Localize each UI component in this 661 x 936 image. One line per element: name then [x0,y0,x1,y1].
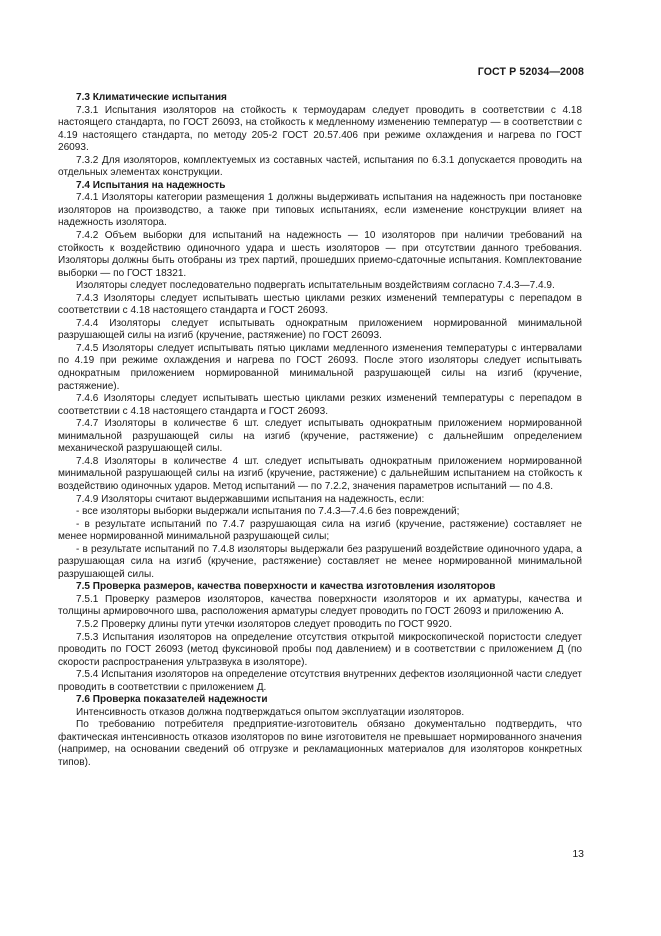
list-item: - в результате испытаний по 7.4.8 изоляторы выдержали без разрушений воздействие одиночного удара, а разрушающая сила на изгиб (кручение, растяжение) составляет не менее нормированной минимальной разрушающей силы. [58,543,582,580]
paragraph: 7.4.8 Изоляторы в количестве 4 шт. следует испытывать однократным приложением нормированной минимальной разрушающей силы на изгиб (кручение, растяжение) с дальнейшим испытанием на стойкость к воздействию одиночных ударов. Метод испытаний — по 7.2.2, значения параметров испытаний — по 4.8. [58,455,582,492]
paragraph: 7.4.1 Изоляторы категории размещения 1 должны выдерживать испытания на надежность при постановке изоляторов на производство, а также при типовых испытаниях, если изменение конструкции влияет на надежность изолятора. [58,192,582,229]
paragraph: 7.4.6 Изоляторы следует испытывать шестью циклами резких изменений температуры с перепадом в соответствии с 4.18 настоящего стандарта и ГОСТ 26093. [58,393,582,417]
paragraph: 7.4.3 Изоляторы следует испытывать шестью циклами резких изменений температуры с перепадом в соответствии с 4.18 настоящего стандарта и ГОСТ 26093. [58,292,582,317]
page-number: 13 [572,848,584,860]
document-body [58,92,582,770]
paragraph: 7.5.3 Испытания изоляторов на определение отсутствия открытой микроскопической пористости следует проводить по ГОСТ 26093 (метод фуксиновой пробы под давлением) и в соответствии с приложением Д (по скорости распространения ультразвука в изоляторе). [58,631,582,668]
list-item: - все изоляторы выборки выдержали испытания по 7.4.3—7.4.6 без повреждений; [76,506,460,518]
section-heading: 7.3 Климатические испытания [76,92,227,103]
paragraph: 7.4.5 Изоляторы следует испытывать пятью циклами медленного изменения температуры с интервалами по 4.19 при режиме охлаждения и нагрева по ГОСТ 26093. После этого изоляторы следует испытывать однократным приложением нормированной минимальной разрушающей силы на изгиб (кручение, растяжение). [58,342,582,392]
paragraph: 7.4.4 Изоляторы следует испытывать однократным приложением нормированной минимальной разрушающей силы на изгиб (кручение, растяжение) по ГОСТ 26093. [58,317,582,342]
paragraph: 7.4.7 Изоляторы в количестве 6 шт. следует испытывать однократным приложением нормированной минимальной разрушающей силы на изгиб (кручение, растяжение) с дальнейшим определением механической разрушающей силы. [58,418,582,455]
paragraph: По требованию потребителя предприятие-изготовитель обязано документально подтвердить, что фактическая интенсивность отказов изоляторов по вине изготовителя не превышает нормированного значения (например, на основании сведений об отгрузке и рекламационных материалов для изоляторов конкретных типов). [58,719,582,768]
paragraph: Интенсивность отказов должна подтверждаться опытом эксплуатации изоляторов. [76,706,465,718]
section-heading: 7.5 Проверка размеров, качества поверхности и качества изготовления изоляторов [76,581,496,593]
paragraph: Изоляторы следует последовательно подвергать испытательным воздействиям согласно 7.4.3—7.4.9. [76,280,555,292]
paragraph: 7.4.9 Изоляторы считают выдержавшими испытания на надежность, если: [76,493,425,505]
paragraph: 7.5.1 Проверку размеров изоляторов, качества поверхности изоляторов и их арматуры, качества и толщины армировочного шва, расположения арматуры следует проводить по ГОСТ 26093 и приложению А. [58,593,582,618]
section-heading: 7.4 Испытания на надежность [76,179,226,191]
paragraph: 7.5.4 Испытания изоляторов на определение отсутствия внутренних дефектов изоляционной части следует проводить в соответствии с приложением Д. [58,669,582,693]
document-header: ГОСТ Р 52034—2008 [477,66,584,78]
list-item: - в результате испытаний по 7.4.7 разрушающая сила на изгиб (кручение, растяжение) составляет не менее нормированной минимальной разрушающей силы; [58,518,582,543]
paragraph: 7.5.2 Проверку длины пути утечки изоляторов следует проводить по ГОСТ 9920. [76,618,453,630]
section-heading: 7.6 Проверка показателей надежности [76,694,268,706]
paragraph: 7.4.2 Объем выборки для испытаний на надежность — 10 изоляторов при наличии требований на стойкость к воздействию одиночного удара и шесть изоляторов — при отсутствии данного требования. Изоляторы должны быть отобраны из трех партий, прошедших приемо-сдаточные испытания. Комплектование выборки — по ГОСТ 18321. [58,230,582,279]
paragraph: 7.3.1 Испытания изоляторов на стойкость к термоударам следует проводить в соответствии с 4.18 настоящего стандарта, по ГОСТ 26093, на стойкость к медленному изменению температур — в соответствии с 4.19 настоящего стандарта, по методу 205-2 ГОСТ 20.57.406 при режиме охлаждения и нагрева по ГОСТ 26093. [58,104,582,154]
paragraph: 7.3.2 Для изоляторов, комплектуемых из составных частей, испытания по 6.3.1 допускается проводить на отдельных элементах конструкции. [58,154,582,179]
